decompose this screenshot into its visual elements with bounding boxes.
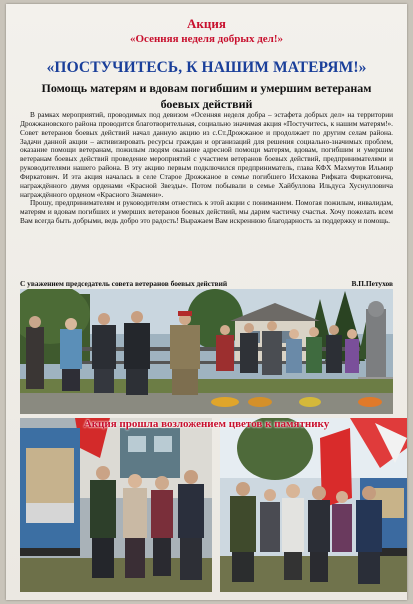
photo-caption: Акция прошла возложением цветов к памятнику <box>83 418 330 430</box>
signature <box>20 279 393 288</box>
body-text <box>20 111 393 226</box>
poster-subtitle: Помощь матерям и вдовам погибшим и умершим ветеранам боевых действий <box>41 81 372 111</box>
poster-title: «ПОСТУЧИТЕСЬ, К НАШИМ МАТЕРЯМ!» <box>46 59 367 76</box>
signature-label: С уважением председатель совета ветеранов боевых действий <box>20 279 228 288</box>
signature-name: В.П.Петухов <box>351 279 393 288</box>
poster <box>6 4 407 600</box>
event-name: «Осенняя неделя добрых дел!» <box>130 33 283 45</box>
group-photo-monument <box>20 289 393 414</box>
paragraph-2: Прошу, предпринимателям и руководителям отнестись к этой акции с пониманием. Помогая пожилым, инвалидам, матерям и вдовам погибших и умерших ветеранов боевых действий, мы дарим частичку счастья. Хочу пожелать всем Вам всегда быть добрыми, ведь добро это радость! Выражаем Вам искреннюю благодарность за поддержку и помощь. <box>20 198 393 226</box>
photo-truck-left <box>20 418 212 592</box>
action-heading: Акция <box>187 16 226 31</box>
photo-truck-right <box>220 418 407 592</box>
paragraph-1: В рамках мероприятий, проводимых под девизом «Осенняя неделя добра – эстафета добрых дел» на территории Дрожжановского района проводится благотворительная, социально значимая акция «Постучитесь, к нашим матерям!». Совет ветеранов боевых действий начал данную акцию из с.Ст.Дрожжаное и продолжает по другим селам района. Задачи данной акции – активизировать ресурсы граждан и организаций для решения социально-значимых проблем, оказание помощи ветеранам, пожилым людям оказание адресной помощи матерям, вдовам, погибшим и умершим ветеранам боевых действий проведение мероприятий с участием ветеранов боевых действий, предпринимателями и руководителями нашего района. В эту акцию первым подключился предприниматель, глава КФХ Махмутов Ильмир Фиркатович. И эта акция началась в селе Старое Дрожжаное в семье погибшего Исхакова Рифката Фиркатовича, награждённого двумя орденами «Красной Звезды». Потом побывали в семье Хайбуллова Ильдуса Хуснулловича награждённого орденом «Красного Знамени». <box>20 110 393 199</box>
